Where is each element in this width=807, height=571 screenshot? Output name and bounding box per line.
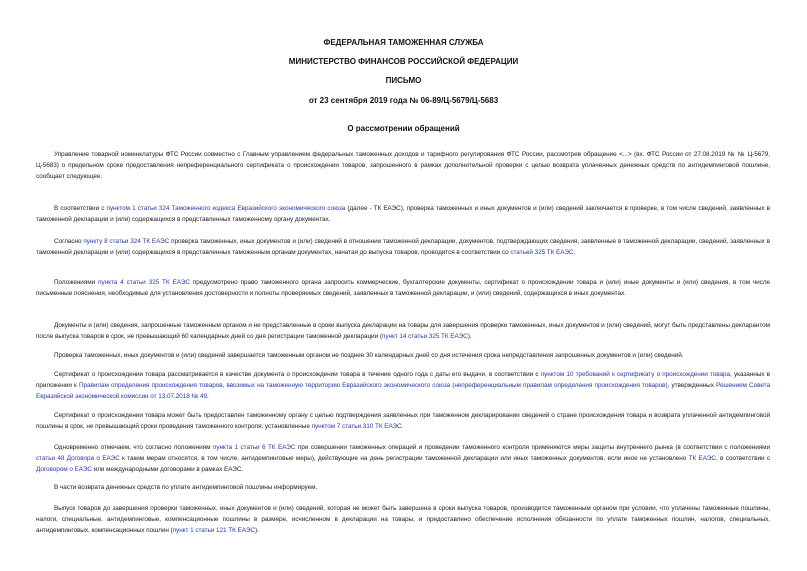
paragraph <box>36 277 770 299</box>
legal-reference-link[interactable]: статьи 48 Договора о ЕАЭС <box>36 455 120 463</box>
paragraph <box>36 203 770 225</box>
paragraph-text: ). <box>467 333 472 341</box>
legal-reference-link[interactable]: пунктом 1 статьи 324 Таможенного кодекса Евразийского экономического союза <box>106 205 346 212</box>
paragraph <box>36 442 770 476</box>
paragraph-text: . <box>573 249 576 257</box>
ministry-name: МИНИСТЕРСТВО ФИНАНСОВ РОССИЙСКОЙ ФЕДЕРАЦИИ <box>288 57 519 66</box>
legal-reference-link[interactable]: пункт 14 статьи 325 ТК ЕАЭС <box>381 333 468 341</box>
legal-reference-link[interactable]: Договором о ЕАЭС <box>36 466 92 474</box>
paragraph <box>36 149 770 183</box>
legal-reference-link[interactable]: пункта 4 статьи 325 ТК ЕАЭС <box>98 279 190 286</box>
paragraph-text: , утвержденных <box>667 382 717 390</box>
paragraph-text: Положениями <box>54 279 99 286</box>
legal-reference-link[interactable]: пункт 1 статьи 121 ТК ЕАЭС <box>172 527 255 535</box>
paragraph <box>36 369 770 403</box>
legal-reference-link[interactable]: статьей 325 ТК ЕАЭС <box>510 249 574 257</box>
legal-reference-link[interactable]: пунктом 10 требований к сертификату о происхождении товара <box>540 371 731 378</box>
paragraph-text: В части возврата денежных средств по уплате антидемпинговой пошлины информируем. <box>54 484 318 491</box>
legal-reference-link[interactable]: Решением Совета Евразийской экономической комиссии от 13.07.2018 № 49 <box>36 382 770 401</box>
paragraph-text: или международными договорами в рамках ЕАЭС. <box>91 466 244 474</box>
paragraph-text: (далее - ТК ЕАЭС), проверка таможенных и иных документов и (или) сведений заключается в проверке, в том числе сведений, заявленных в таможенной декларации и (или) содержащихся в представленных таможенному органу документах. <box>36 205 770 224</box>
paragraph-text: Управление товарной номенклатуры ФТС России совместно с Главным управлением федеральных таможенных доходов и тарифного регулирования ФТС России, рассмотрев обращение <...> (вх. ФТС России от 27.08.2019 № № Ц-5679, Ц-5683) о предельном сроке предоставления непреференциального сертификата о происхождении товаров, запрошенного в рамках дополнительной проверки с целью возврата уплаченных денежных средств по антидемпинговой пошлине, сообщает следующее. <box>36 151 770 181</box>
document-subject: О рассмотрении обращений <box>347 124 460 133</box>
paragraph <box>36 236 770 258</box>
paragraph-text: к таким мерам относятся, в том числе, антидемпинговые меры), действующие на день регистрации таможенной декларации или иных таможенных документов, если иное не установлено <box>119 455 689 463</box>
paragraph-text: Документы и (или) сведения, запрошенные таможенным органом и не представленные в сроки выпуска декларации на товары для завершения проверки таможенных, иных документов и (или) сведений, могут быть представлены декларантом после выпуска товаров в срок, не превышающий 60 календарных дней со дня регистрации таможенной декларации ( <box>36 322 770 341</box>
legal-reference-link[interactable]: пункта 1 статьи 6 ТК ЕАЭС <box>212 444 296 451</box>
legal-reference-link[interactable]: пункту 8 статьи 324 ТК ЕАЭС <box>83 238 170 245</box>
paragraph-text: Сертификат о происхождении товара рассматривается в качестве документа о происхождении товара в течение одного года с даты его выдачи, в соответствии с <box>54 371 541 378</box>
paragraph-text: ). <box>254 527 259 535</box>
paragraph-text: Сертификат о происхождении товара может быть предоставлен таможенному органу с целью подтверждения заявленных при таможенном декларировании сведений о стране происхождения товара и возврата уплаченной антидемпинговой пошлины в срок, не превышающий сроки проведения таможенного контроля, установленные <box>36 412 770 431</box>
paragraph-text: проверка таможенных, иных документов и (или) сведений в отношении таможенной декларации, документов, подтверждающих сведения, заявленные в таможенной декларации, сведений, заявленных в таможенной декларации и (или) содержащихся в представленных таможенным органам документах, начатая до выпуска товаров, проводится в соответствии со <box>36 238 770 257</box>
paragraph-text: В соответствии с <box>54 205 107 212</box>
paragraph-text: предусмотрено право таможенного органа запросить коммерческие, бухгалтерские документы, сертификат о происхождении товара и (или) иные документы и (или) сведения, в том числе письменные пояснения, необходимые для установления достоверности и полноты проверяемых сведений, заявленных в таможенной декларации, и (или) сведений, содержащихся в иных документах. <box>36 279 770 298</box>
org-name: ФЕДЕРАЛЬНАЯ ТАМОЖЕННАЯ СЛУЖБА <box>323 38 484 47</box>
paragraph-text: . <box>401 423 404 431</box>
paragraph <box>36 503 770 537</box>
document-date-number: от 23 сентября 2019 года № 06-89/Ц-5679/Ц-5683 <box>308 96 499 105</box>
paragraph-text: при совершении таможенных операций и проведении таможенного контроля применяются меры защиты внутреннего рынка (в соответствии с положениями <box>295 444 771 451</box>
paragraph-text: , указанных в приложении к <box>36 371 770 390</box>
paragraph <box>36 350 770 361</box>
paragraph <box>36 320 770 342</box>
legal-reference-link[interactable]: Правилам определения происхождения товаров, ввозимых на таможенную территорию Евразийского экономического союза (непреференциальным правилам определения происхождения товаров) <box>78 382 668 390</box>
paragraph-text: Выпуск товаров до завершения проверки таможенных, иных документов и (или) сведений, которая не может быть завершена в сроки выпуска товаров, производится таможенным органом при условии, что уплачены таможенные пошлины, налоги, специальные, антидемпинговые, компенсационные пошлины в размере, исчисленном в декларации на товары, и предоставлено обеспечение исполнения обязанности по уплате таможенных пошлин, налогов, специальных, антидемпинговых, компенсационных пошлин ( <box>36 505 770 535</box>
paragraph <box>36 410 770 432</box>
paragraph-text: Проверка таможенных, иных документов и (или) сведений завершается таможенным органом не позднее 30 календарных дней со дня истечения срока непредставления запрошенных документов и (или) сведений. <box>54 352 684 359</box>
paragraph-text: , в соответствии с <box>715 455 770 463</box>
paragraph <box>36 482 770 493</box>
document-type: ПИСЬМО <box>385 76 422 85</box>
paragraph-text: . <box>206 393 209 401</box>
paragraph-text: Согласно <box>54 238 84 245</box>
legal-reference-link[interactable]: пунктом 7 статьи 310 ТК ЕАЭС <box>311 423 402 431</box>
legal-reference-link[interactable]: ТК ЕАЭС <box>688 455 716 463</box>
paragraph-text: Одновременно отмечаем, что согласно положениям <box>54 444 213 451</box>
